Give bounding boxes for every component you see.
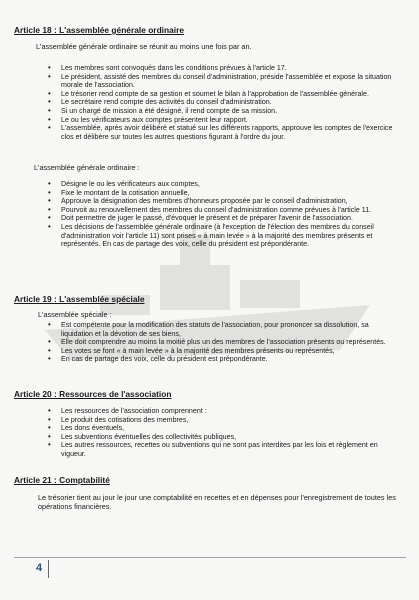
article-18-intro: L'assemblée générale ordinaire se réunit au moins une fois par an. [36,42,252,51]
list-item: • En cas de partage des voix, celle du président est prépondérante. [46,355,400,364]
list-item: • Désigne le ou les vérificateurs aux comptes, [46,180,400,189]
list-item: • Approuve la désignation des membres d'honneurs proposée par le conseil d'administration, [46,197,400,206]
list-item: • Le trésorier rend compte de sa gestion et soumet le bilan à l'approbation de l'assemblée générale. [46,90,400,99]
list-item: • Le ou les vérificateurs aux comptes présentent leur rapport. [46,116,400,125]
list-item: • Le président, assisté des membres du conseil d'administration, préside l'assemblée et expose la situation morale de l'association. [46,73,400,90]
list-item: • Le secrétaire rend compte des activités du conseil d'administration. [46,98,400,107]
article-21-text: Le trésorier tient au jour le jour une comptabilité en recettes et en dépenses pour l'enregistrement de toutes les opérations financières. [38,493,396,511]
list-item: • Fixe le montant de la cotisation annuelle, [46,189,400,198]
footer-divider [14,557,406,558]
article-19-list [46,321,400,364]
list-item: • Les dons éventuels, [46,424,400,433]
list-item: • Le produit des cotisations des membres, [46,416,400,425]
list-item: • Si un chargé de mission a été désigné, il rend compte de sa mission. [46,107,400,116]
list-item: • L'assemblée, après avoir délibéré et statué sur les différents rapports, approuve les comptes de l'exercice clos et délibère sur toutes les autres questions figurant à l'ordre du jour. [46,124,400,141]
list-item: • Les membres sont convoqués dans les conditions prévues à l'article 17. [46,64,400,73]
article-18-list-2 [46,180,400,249]
list-item: • Elle doit comprendre au moins la moitié plus un des membres de l'association présents ou représentés. [46,338,400,347]
article-19-heading: Article 19 : L'assemblée spéciale [14,294,145,304]
list-item: • Les subventions éventuelles des collectivités publiques, [46,433,400,442]
list-item: • Les autres ressources, recettes ou subventions qui ne sont pas interdites par les lois et règlement en vigueur. [46,441,400,458]
article-18-heading: Article 18 : L'assemblée générale ordinaire [14,25,185,35]
list-item: • Les votes se font « à main levée » à la majorité des membres présents ou représentés, [46,347,400,356]
article-19-intro: L'assemblée spéciale : [38,310,112,319]
page-number: 4 [36,562,43,574]
article-18-intro-2: L'assemblée générale ordinaire : [34,163,140,172]
list-item: • Est compétente pour la modification des statuts de l'association, pour prononcer sa dissolution, sa liquidation et la dévotion de ses biens, [46,321,400,338]
article-21-heading: Article 21 : Comptabilité [14,475,110,485]
article-20-list [46,407,400,459]
list-item: • Les décisions de l'assemblée générale ordinaire (à l'exception de l'élection des membres du conseil d'administration voir l'article 11) sont prises « à main levée » à la majorité des membres présents et représentés. En cas de partage des voix, celle du président est prépondérante. [46,223,400,249]
article-20-heading: Article 20 : Ressources de l'association [14,389,172,399]
list-item: • Pourvoit au renouvellement des membres du conseil d'administration comme prévues à l'article 11. [46,206,400,215]
article-18-list-1 [46,64,400,141]
list-item: • Les ressources de l'association comprennent : [46,407,400,416]
page-number-separator [48,560,49,578]
list-item: • Doit permettre de juger le passé, d'évoquer le présent et de préparer l'avenir de l'association. [46,214,400,223]
